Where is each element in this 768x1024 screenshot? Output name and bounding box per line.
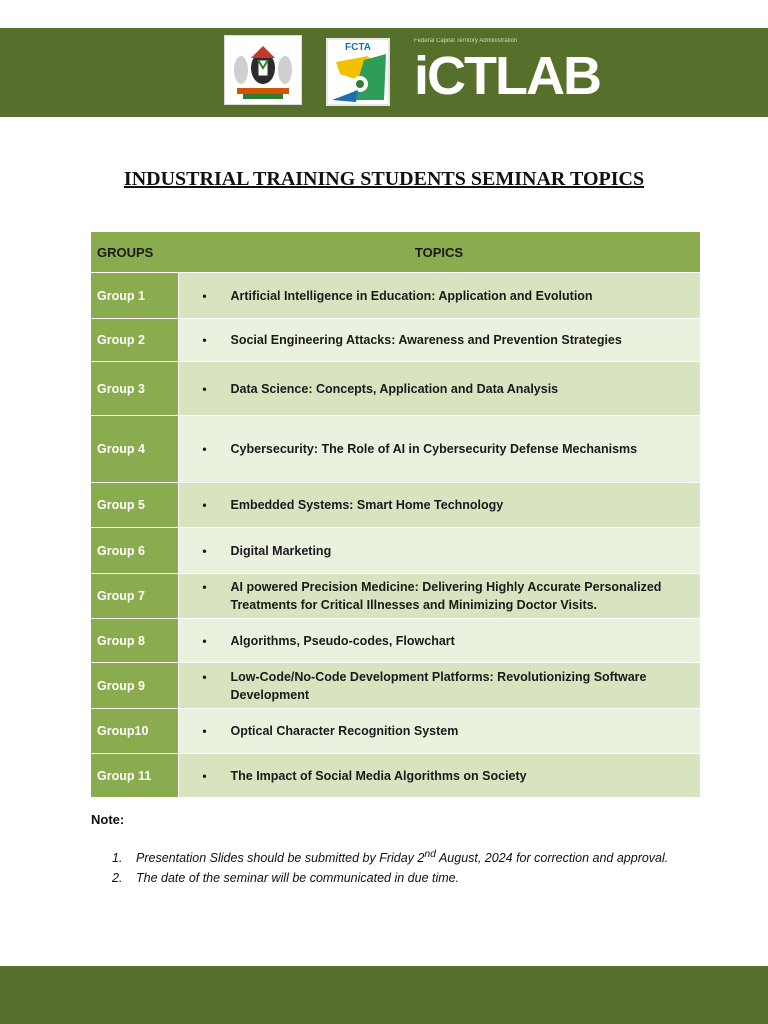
- ictlab-tagline: Federal Capital Territory Administration: [414, 38, 518, 44]
- fcta-logo-text: FCTA: [345, 42, 371, 53]
- bullet-icon: •: [202, 333, 207, 347]
- groups-column-header: GROUPS: [91, 232, 178, 273]
- table-row: [91, 663, 700, 709]
- table-row: [91, 754, 700, 798]
- note-number: 2.: [112, 871, 123, 886]
- list-item: [112, 868, 668, 888]
- coat-of-arms-logo: [224, 35, 302, 105]
- note-label: Note:: [91, 812, 125, 827]
- fcta-logo: [326, 38, 390, 106]
- topic-text: Embedded Systems: Smart Home Technology: [230, 498, 504, 512]
- topic-text: Low-Code/No-Code Development Platforms: Revolutionizing Software Development: [230, 669, 647, 702]
- topic-cell: [178, 319, 700, 362]
- table-row: [91, 574, 700, 619]
- topic-cell: [178, 416, 700, 483]
- ictlab-logo: [414, 38, 600, 110]
- note-text: The date of the seminar will be communicated in due time.: [136, 871, 460, 886]
- notes-list: [112, 845, 668, 888]
- table-row: [91, 362, 700, 416]
- ictlab-wordmark: iCTLAB: [414, 46, 600, 106]
- group-cell: Group 4: [91, 416, 178, 483]
- page-title: INDUSTRIAL TRAINING STUDENTS SEMINAR TOPICS: [123, 168, 645, 190]
- topic-cell: [178, 709, 700, 754]
- topic-cell: [178, 362, 700, 416]
- topic-cell: [178, 663, 700, 709]
- topic-text: Algorithms, Pseudo-codes, Flowchart: [230, 633, 455, 648]
- topic-text: Artificial Intelligence in Education: Application and Evolution: [230, 288, 593, 303]
- table-row: [91, 709, 700, 754]
- group-cell: Group 1: [91, 273, 178, 319]
- topic-text: Cybersecurity: The Role of AI in Cybersecurity Defense Mechanisms: [230, 442, 638, 456]
- footer-band: [0, 966, 768, 1024]
- topic-text: AI powered Precision Medicine: Delivering Highly Accurate Personalized Treatments for Critical Illnesses and Minimizing Doctor Visits.: [230, 580, 662, 612]
- topic-text: Social Engineering Attacks: Awareness and Prevention Strategies: [230, 333, 622, 347]
- group-cell: Group 3: [91, 362, 178, 416]
- table-row: [91, 273, 700, 319]
- bullet-icon: •: [202, 669, 207, 684]
- table-header-row: [91, 232, 700, 273]
- group-cell: Group 9: [91, 663, 178, 709]
- topic-cell: [178, 619, 700, 663]
- topics-column-header: TOPICS: [178, 232, 700, 273]
- group-cell: Group 11: [91, 754, 178, 798]
- note-text: Presentation Slides should be submitted by Friday 2: [136, 851, 425, 866]
- table-row: [91, 619, 700, 663]
- group-cell: Group 7: [91, 574, 178, 619]
- topic-cell: [178, 483, 700, 528]
- bullet-icon: •: [202, 633, 207, 648]
- table-row: [91, 319, 700, 362]
- group-cell: Group 6: [91, 528, 178, 574]
- table-row: [91, 528, 700, 574]
- bullet-icon: •: [202, 724, 207, 738]
- bullet-icon: •: [202, 381, 207, 396]
- bullet-icon: •: [202, 442, 207, 456]
- topic-text: Digital Marketing: [230, 543, 332, 558]
- bullet-icon: •: [202, 543, 207, 558]
- topic-text: Optical Character Recognition System: [230, 724, 459, 738]
- bullet-icon: •: [202, 498, 207, 512]
- bullet-icon: •: [202, 580, 207, 594]
- note-number: 1.: [112, 851, 123, 866]
- note-text-continued: August, 2024 for correction and approval.: [435, 851, 669, 866]
- group-cell: Group 5: [91, 483, 178, 528]
- seminar-topics-table: [91, 232, 700, 798]
- topic-text: Data Science: Concepts, Application and Data Analysis: [230, 381, 559, 396]
- group-cell: Group10: [91, 709, 178, 754]
- topic-cell: [178, 574, 700, 619]
- group-cell: Group 2: [91, 319, 178, 362]
- table-row: [91, 483, 700, 528]
- topic-cell: [178, 754, 700, 798]
- bullet-icon: •: [202, 288, 207, 303]
- group-cell: Group 8: [91, 619, 178, 663]
- bullet-icon: •: [202, 768, 207, 783]
- topic-text: The Impact of Social Media Algorithms on Society: [230, 768, 527, 783]
- topic-cell: [178, 528, 700, 574]
- list-item: [112, 845, 668, 868]
- topic-cell: [178, 273, 700, 319]
- header-band: [0, 28, 768, 117]
- note-superscript: nd: [424, 849, 436, 860]
- table-row: [91, 416, 700, 483]
